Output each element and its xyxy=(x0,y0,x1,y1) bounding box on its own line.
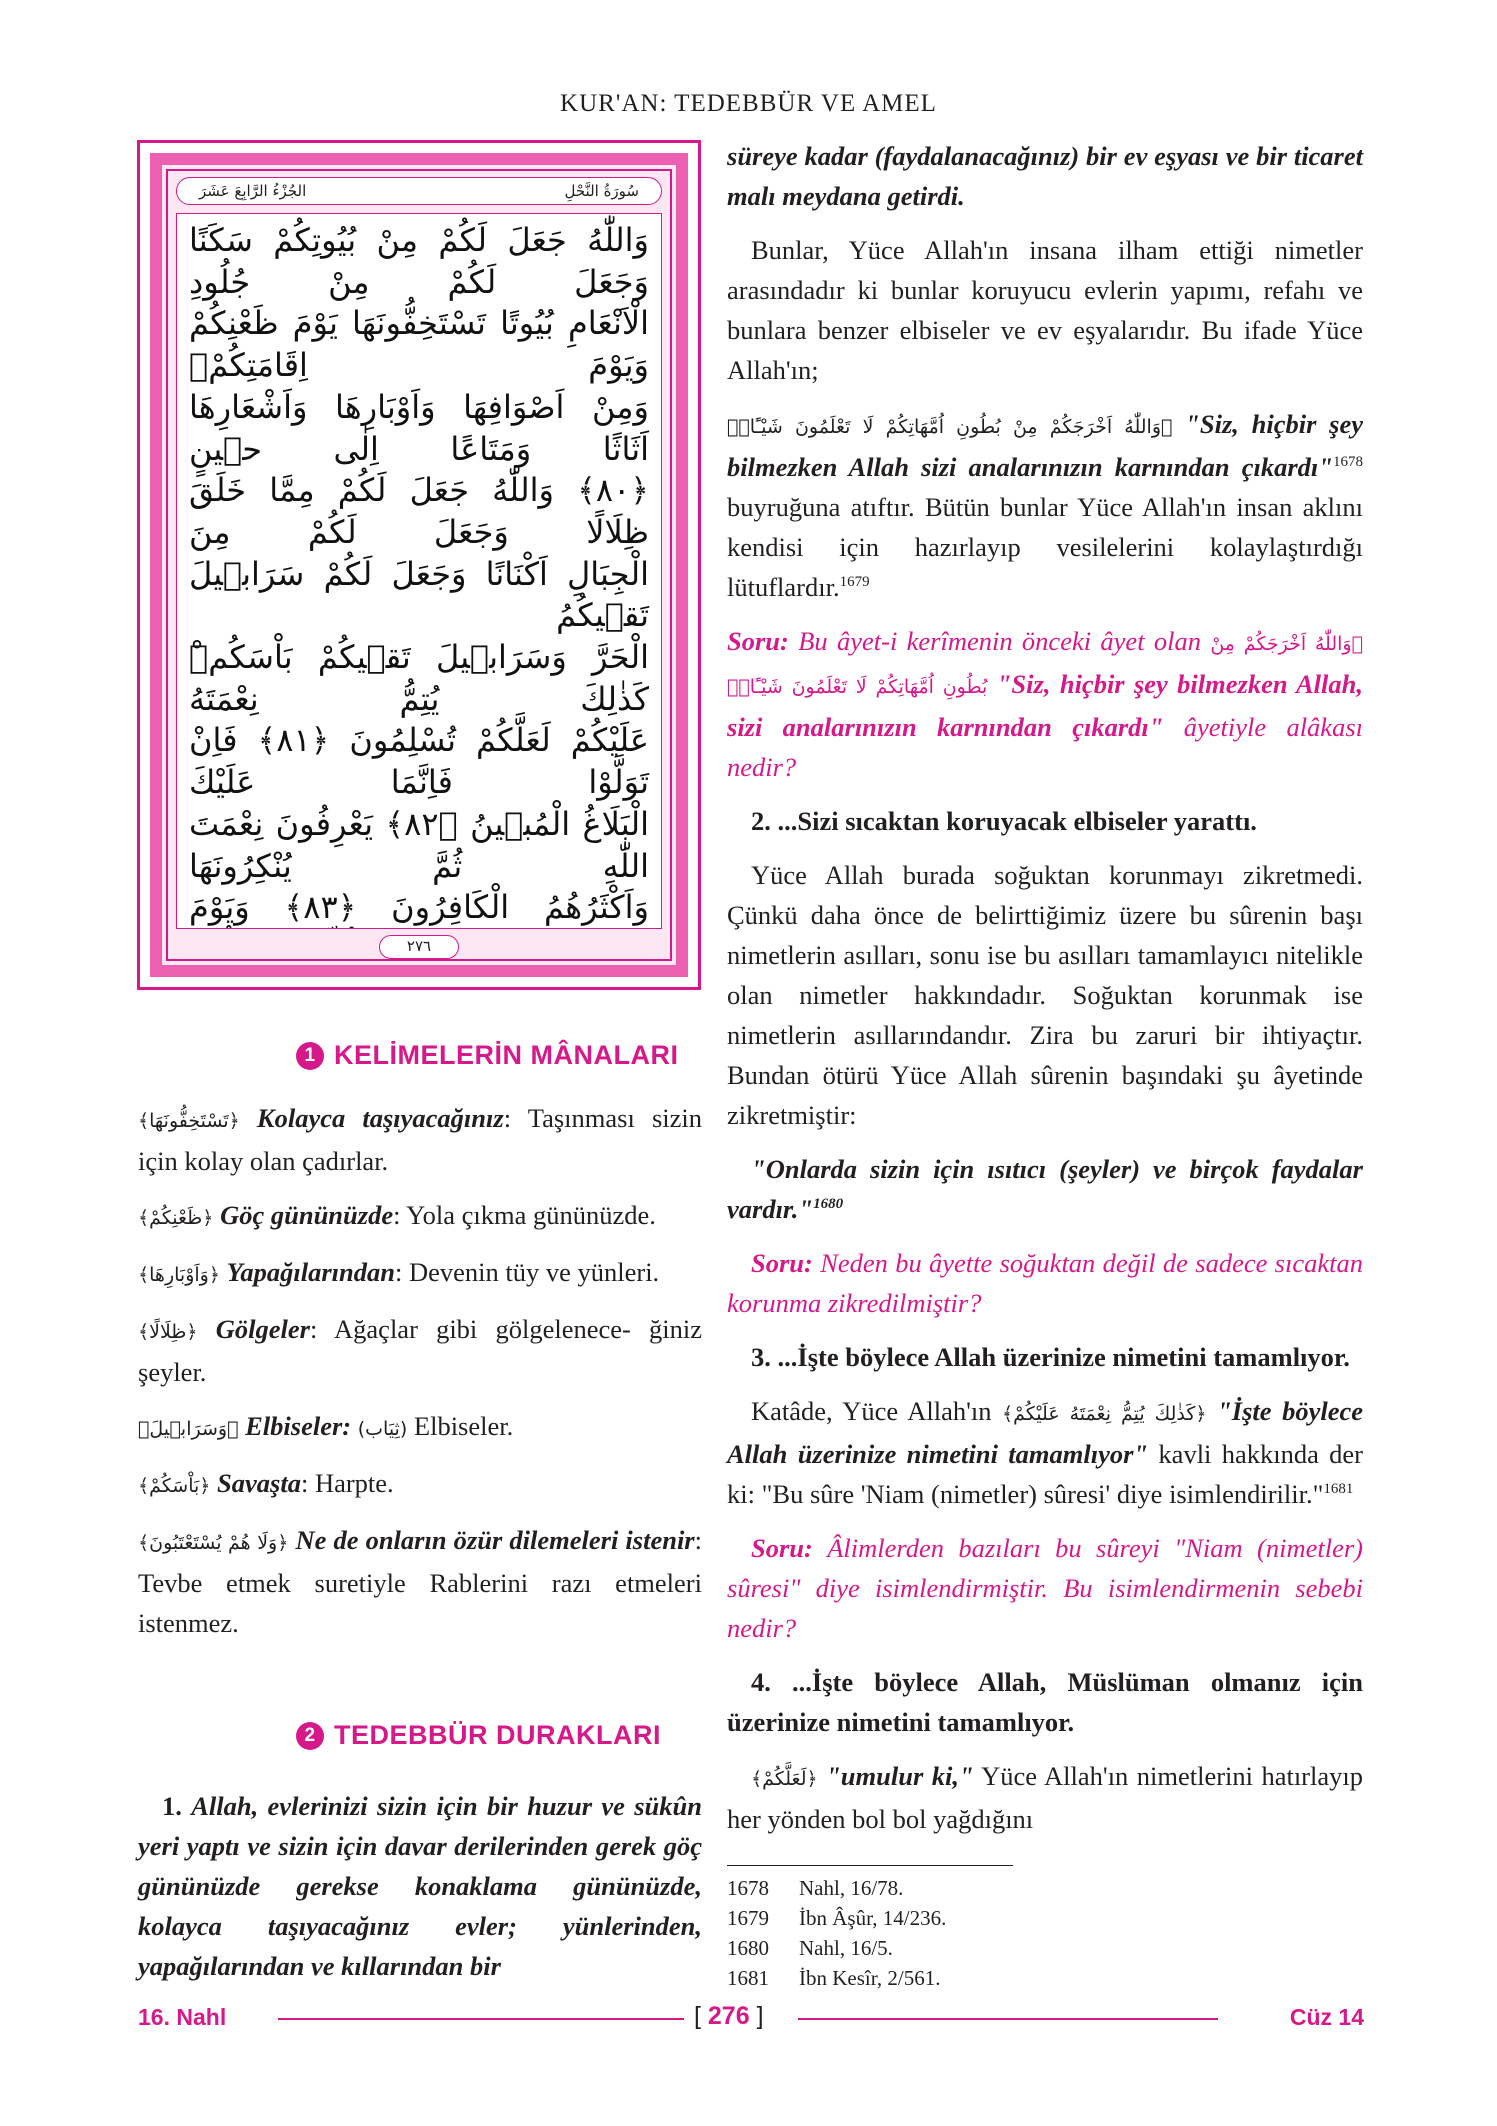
footnote xyxy=(727,1903,1227,1933)
right-column-text xyxy=(727,136,1363,1853)
section-title-kelimeler xyxy=(296,1040,678,1071)
arabic-term: ﴿بَاْسَكُمْ﴾ xyxy=(138,1475,211,1497)
footer-page-number: [ 276 ] xyxy=(694,2002,764,2030)
glossary-item xyxy=(138,1252,702,1295)
footnote-number: 1679 xyxy=(727,1906,769,1930)
subheading-4: 4. ...İşte böylece Allah, Müslüman olmanız için üzerinize nimetini tamamlıyor. xyxy=(727,1667,1363,1737)
mushaf-line: وَمِنْ اَصْوَافِهَا وَاَوْبَارِهَا وَاَشْعَارِهَا اَثَاثًا وَمَتَاعًا اِلٰى حٖينٍ xyxy=(189,387,649,468)
glossary-item xyxy=(138,1098,702,1181)
arabic-term: ﴿ظِلَالًا﴾ xyxy=(138,1321,198,1343)
arabic-ayah: ﴿وَاللّٰهُ اَخْرَجَكُمْ مِنْ بُطُونِ اُمَّهَاتِكُمْ لَا تَعْلَمُونَ شَيْـًٔاۙ﴾ xyxy=(727,633,1363,698)
ayah-translation: "umulur ki," xyxy=(817,1761,974,1791)
mushaf-line: وَاَكْثَرُهُمُ الْكَافِرُونَ ﴿٨٣﴾ وَيَوْمَ xyxy=(189,888,649,927)
paragraph: Bunlar, Yüce Allah'ın insana ilham ettiği nimetler arasındadır ki bunlar koruyucu evlerin yapımı, refahı ve bunlara benzer elbiseler ve ev eşyalarıdır. Bu ifade Yüce Allah'ın; xyxy=(727,235,1363,385)
mushaf-line: الْاَنْعَامِ بُيُوتًا تَسْتَخِفُّونَهَا يَوْمَ ظَعْنِكُمْ وَيَوْمَ اِقَامَتِكُمْۙ xyxy=(189,304,649,385)
footnote-ref[interactable]: 1678 xyxy=(1333,454,1363,471)
glossary-term: Gölgeler xyxy=(215,1314,310,1344)
section-title-text: TEDEBBÜR DURAKLARI xyxy=(334,1720,661,1750)
footer-surah: 16. Nahl xyxy=(138,2004,227,2030)
glossary-item xyxy=(138,1195,702,1238)
footer-juz: Cüz 14 xyxy=(1289,2004,1364,2030)
paragraph-1 xyxy=(138,1786,702,1986)
mushaf-line: عَلَيْكُمْ لَعَلَّكُمْ تُسْلِمُونَ ﴿٨١﴾ فَاِنْ تَوَلَّوْا فَاِنَّمَا عَلَيْكَ xyxy=(189,721,649,802)
mushaf-text xyxy=(176,213,662,929)
mushaf-page-number: ٢٧٦ xyxy=(379,935,459,959)
footnote-ref[interactable]: 1681 xyxy=(1323,1481,1354,1498)
footnote xyxy=(727,1933,1227,1963)
mushaf-line: وَاللّٰهُ جَعَلَ لَكُمْ مِنْ بُيُوتِكُمْ سَكَنًا وَجَعَلَ لَكُمْ مِنْ جُلُودِ xyxy=(189,221,649,301)
section-title-tedebbur xyxy=(296,1720,661,1751)
ayah-translation: "Siz, hiçbir şey bilmezken Allah sizi analarınızın karnından çıkardı" xyxy=(727,409,1363,482)
ayah-translation: "İşte böylece Allah üzerinize nimetini tamamlıyor" xyxy=(727,1396,1363,1469)
glossary-item xyxy=(138,1309,702,1392)
arabic-ayah: ﴿كَذٰلِكَ يُتِمُّ نِعْمَتَهُ عَلَيْكُمْ﴾ xyxy=(1002,1403,1207,1425)
footnote-text: Nahl, 16/78. xyxy=(799,1876,904,1900)
subheading-3: 3. ...İşte böylece Allah üzerinize nimetini tamamlıyor. xyxy=(751,1342,1350,1372)
question-label: Soru: xyxy=(751,1248,813,1278)
paragraph-with-ayah: Katâde, Yüce Allah'ın ﴿كَذٰلِكَ يُتِمُّ نِعْمَتَهُ عَلَيْكُمْ﴾ "İşte böylece Allah üzerinize nimetini tamamlıyor" kavli hakkında der ki: "Bu sûre 'Niam (nimetler) sûresi' diye isimlendirilir."$^{1681}$ xyxy=(727,1396,1363,1509)
footnote-divider xyxy=(727,1865,1013,1866)
mushaf-line: الْجِبَالِ اَكْنَانًا وَجَعَلَ لَكُمْ سَرَابٖيلَ تَقٖيكُمُ xyxy=(189,554,649,635)
section-number-badge: 1 xyxy=(296,1042,324,1070)
paragraph-continuation: süreye kadar (faydalanacağınız) bir ev eşyası ve bir ticaret malı meydana getirdi. xyxy=(727,141,1363,211)
footnote-text: İbn Kesîr, 2/561. xyxy=(799,1966,941,1990)
mushaf-surah-label: سُورَةُ النَّحْلِ xyxy=(564,182,639,200)
section-number-badge: 2 xyxy=(296,1722,324,1750)
glossary-item xyxy=(138,1520,702,1643)
arabic-ayah: ﴿وَاللّٰهُ اَخْرَجَكُمْ مِنْ بُطُونِ اُمَّهَاتِكُمْ لَا تَعْلَمُونَ شَيْـًٔاۙ﴾ xyxy=(727,416,1173,438)
left-column-paragraph xyxy=(138,1786,702,2000)
glossary-definition: : Devenin tüy ve yünleri. xyxy=(394,1257,660,1287)
glossary-item: ﴿وَسَرَابٖيلَ﴾ Elbiseler: (ثِيَاب) Elbiseler. xyxy=(138,1411,514,1441)
running-header: KUR'AN: TEDEBBÜR VE AMEL xyxy=(560,90,937,117)
footnote-text: Nahl, 16/5. xyxy=(799,1936,893,1960)
arabic-term: ﴿وَلَا هُمْ يُسْتَعْتَبُونَ﴾ xyxy=(138,1532,289,1554)
glossary-term: Ne de onların özür dilemeleri istenir xyxy=(295,1525,695,1555)
glossary-term: Göç gününüzde xyxy=(220,1200,394,1230)
footnotes xyxy=(727,1873,1227,1993)
arabic-term: ﴿وَاَوْبَارِهَا﴾ xyxy=(138,1264,220,1286)
mushaf-line: الْبَلَاغُ الْمُبٖينُ ﴿٨٢﴾ يَعْرِفُونَ نِعْمَتَ اللّٰهِ ثُمَّ يُنْكِرُونَهَا xyxy=(189,804,650,885)
mushaf-line: الْحَرَّ وَسَرَابٖيلَ تَقٖيكُمْ بَاْسَكُمْۜ كَذٰلِكَ يُتِمُّ نِعْمَتَهُ xyxy=(189,638,649,718)
glossary-definition: : Yola çıkma gününüzde. xyxy=(393,1200,656,1230)
paragraph-with-ayah: ﴿لَعَلَّكُمْ﴾ "umulur ki," Yüce Allah'ın nimetlerini hatırlayıp her yönden bol bol yağdığını xyxy=(727,1761,1363,1834)
glossary-term: Kolayca taşıyacağınız xyxy=(256,1103,504,1133)
glossary-term: Elbiseler xyxy=(245,1411,343,1441)
arabic-term: ﴿ظَعْنِكُمْ﴾ xyxy=(138,1207,214,1229)
arabic-definition: (ثِيَاب) xyxy=(357,1418,408,1440)
footnote xyxy=(727,1963,1227,1993)
arabic-term: ﴿وَسَرَابٖيلَ﴾ xyxy=(138,1418,239,1440)
footnote xyxy=(727,1873,1227,1903)
quote: "Onlarda sizin için ısıtıcı (şeyler) ve birçok faydalar vardır."$^{1680}$ xyxy=(727,1154,1363,1224)
footnote-ref[interactable]: 1680 xyxy=(813,1196,844,1213)
glossary-term: Yapağılarından xyxy=(226,1257,395,1287)
glossary-definition: : Harpte. xyxy=(300,1468,394,1498)
question-label: Soru: xyxy=(727,626,789,656)
glossary-term: Savaşta xyxy=(217,1468,301,1498)
question-1: Soru: Bu âyet-i kerîmenin önceki âyet olan ﴿وَاللّٰهُ اَخْرَجَكُمْ مِنْ بُطُونِ اُمَّهَاتِكُمْ لَا تَعْلَمُونَ شَيْـًٔاۙ﴾ "Siz, hiçbir şey bilmezken Allah, sizi analarınızın karnından çıkardı" âyetiyle alâkası nedir? xyxy=(727,626,1363,782)
paragraph: Yüce Allah burada soğuktan korunmayı zikretmedi. Çünkü daha önce de belirttiğimiz üzere bu sûrenin başı nimetlerin asılları, sonu ise bu asılları tamamlayıcı nitelikle olan nimetler hakkındadır. Soğuktan korunmak ise nimetlerin asıllarındandır. Zira bu zaruri bir ihtiyaçtır. Bundan ötürü Yüce Allah sûrenin başındaki şu âyetinde zikretmiştir: xyxy=(727,860,1363,1130)
arabic-ayah: ﴿لَعَلَّكُمْ﴾ xyxy=(751,1768,818,1790)
paragraph-number: 1. xyxy=(162,1791,182,1821)
paragraph-text: Allah, evlerinizi sizin için bir huzur ve sükûn yeri yaptı ve sizin için davar derilerinden gerek göç gününüzde gerekse konaklama gününüzde, kolayca taşıyacağınız evler; yünlerinden, yapağılarından ve kıllarından bir xyxy=(138,1791,702,1981)
footnote-number: 1678 xyxy=(727,1876,769,1900)
footnote-text: İbn Âşûr, 14/236. xyxy=(799,1906,947,1930)
glossary-definition: : Tevbe etmek suretiyle Rablerini razı etmeleri istenmez. xyxy=(138,1525,702,1638)
glossary-definition: : Taşınması sizin için kolay olan çadırlar. xyxy=(138,1103,702,1176)
page-footer xyxy=(138,2004,1364,2034)
footer-rule-left xyxy=(278,2018,684,2020)
footnote-number: 1680 xyxy=(727,1936,769,1960)
mushaf-juz-label: الجُزْءُ الرَّابِعَ عَشَرَ xyxy=(199,182,307,200)
arabic-term: ﴿تَسْتَخِفُّونَهَا﴾ xyxy=(138,1110,240,1132)
question-2: Soru: Neden bu âyette soğuktan değil de sadece sıcaktan korunma zikredilmiştir? xyxy=(727,1248,1363,1318)
mushaf-page-image xyxy=(137,140,701,990)
paragraph-with-ayah: ﴿وَاللّٰهُ اَخْرَجَكُمْ مِنْ بُطُونِ اُمَّهَاتِكُمْ لَا تَعْلَمُونَ شَيْـًٔاۙ﴾ "Siz, hiçbir şey bilmezken Allah sizi analarınızın karnından çıkardı"$^{1678}$ buyruğuna atıftır. Bütün bunlar Yüce Allah'ın insan aklını kendisi için hazırlayıp vesilelerini kolaylaştırdığı lütuflardır.$^{1679}$ xyxy=(727,409,1363,602)
glossary-item xyxy=(138,1463,702,1506)
section-title-text: KELİMELERİN MÂNALARI xyxy=(334,1040,679,1070)
footnote-ref[interactable]: 1679 xyxy=(839,574,870,591)
glossary-definition: : Ağaçlar gibi gölgelenece- ğiniz şeyler. xyxy=(138,1314,702,1387)
mushaf-line: ﴿٨٠﴾ وَاللّٰهُ جَعَلَ لَكُمْ مِمَّا خَلَقَ ظِلَالًا وَجَعَلَ لَكُمْ مِنَ xyxy=(189,471,649,551)
footnote-number: 1681 xyxy=(727,1966,769,1990)
left-column-text xyxy=(138,1098,702,1657)
question-label: Soru: xyxy=(751,1533,813,1563)
footer-rule-right xyxy=(798,2018,1218,2020)
mushaf-ornamental-border xyxy=(150,153,688,977)
subheading-2: 2. ...Sizi sıcaktan koruyacak elbiseler yarattı. xyxy=(751,806,1257,836)
glossary-definition: Elbiseler. xyxy=(407,1411,514,1441)
mushaf-header-bar xyxy=(176,177,662,205)
question-3: Soru: Âlimlerden bazıları bu sûreyi "Niam (nimetler) sûresi" diye isimlendirmiştir. Bu isimlendirmenin sebebi nedir? xyxy=(727,1533,1363,1643)
